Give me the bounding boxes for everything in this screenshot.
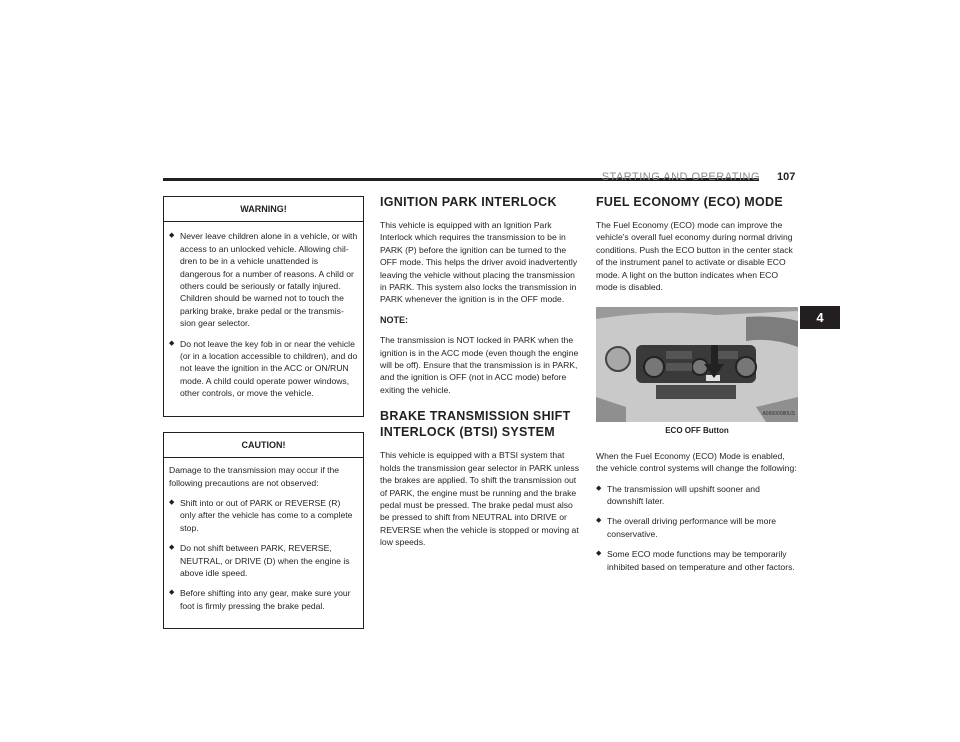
btsi-body: This vehicle is equipped with a BTSI system that holds the transmission gear selector in PARK unless the brakes are applied. To shift the transmission out of PARK, the engine must be running and the brake pedal must be pressed. The brake pedal must also be pressed to shift from NEUTRAL into DRIVE or REVERSE when the vehicle is stopped or moving at low speeds. (380, 450, 580, 548)
caution-bullet: ◆ Shift into or out of PARK or REVERSE (R) only after the vehicle has come to a complete stop. (169, 497, 358, 534)
eco-intro: When the Fuel Economy (ECO) Mode is enabled, the vehicle control systems will change the following: (596, 450, 797, 474)
eco-heading: FUEL ECONOMY (ECO) MODE (596, 195, 784, 209)
warning-title: WARNING! (164, 197, 363, 222)
btsi-heading: BRAKE TRANSMISSION SHIFT INTERLOCK (BTSI) SYSTEM (380, 409, 571, 440)
eco-body: The Fuel Economy (ECO) mode can improve the vehicle's overall fuel economy during normal driving conditions. Push the ECO button in the center stack of the instrument panel to activate or disable ECO mode. A light on the button indicates when ECO mode is disabled. (596, 220, 793, 293)
left-column (163, 196, 364, 644)
ignition-park-interlock-body: This vehicle is equipped with an Ignition Park Interlock which requires the transmission to be in PARK (P) before the ignition can be turned to the OFF mode. This helps the driver avoid inadvertently leaving the vehicle without placing the transmission in PARK. This system also locks the transmission in PARK whenever the ignition is in the OFF mode. (380, 220, 578, 305)
warning-bullet: ◆ Do not leave the key fob in or near the vehicle (or in a location accessible to children), and do not leave the ignition in the ACC or ON/RUN mode. A child could operate power windows, other controls, or move the vehicle. (169, 338, 358, 400)
callout-arrow (711, 345, 718, 365)
figure-caption: ECO OFF Button (665, 426, 729, 436)
eco-bullet: ◆ The transmission will upshift sooner and downshift later. (596, 483, 798, 508)
ignition-park-interlock-heading: IGNITION PARK INTERLOCK (380, 195, 557, 209)
figure-code: A06600080US (762, 411, 795, 418)
running-header-section: STARTING AND OPERATING (601, 171, 760, 183)
eco-bullet: ◆ The overall driving performance will be more conservative. (596, 515, 798, 540)
eco-bullet: ◆ Some ECO mode functions may be temporarily inhibited based on temperature and other factors. (596, 548, 798, 573)
right-column (596, 194, 798, 581)
caution-bullet: ◆ Before shifting into any gear, make sure your foot is firmly pressing the brake pedal. (169, 587, 358, 612)
caution-title: CAUTION! (164, 433, 363, 458)
callout-arrow-head (704, 364, 724, 378)
eco-off-button-figure (596, 307, 798, 422)
caution-bullet: ◆ Do not shift between PARK, REVERSE, NEUTRAL, or DRIVE (D) when the engine is above idle speed. (169, 542, 358, 579)
middle-column (380, 194, 580, 557)
page-number: 107 (777, 171, 796, 183)
warning-bullet: ◆ Never leave children alone in a vehicle, or with access to an unlocked vehicle. Allowing chil-dren to be in a vehicle unattended is dangerous for a number of reasons. A child or others could be seriously or fatally injured. Children should be warned not to touch the parking brake, brake pedal or the transmis-sion gear selector. (169, 230, 358, 329)
chapter-tab: 4 (800, 306, 840, 329)
caution-intro: Damage to the transmission may occur if the following precautions are not observed: (169, 465, 340, 488)
center-stack-illustration (596, 307, 798, 422)
note-label: NOTE: (380, 314, 408, 325)
warning-box (163, 196, 364, 417)
note-text: The transmission is NOT locked in PARK when the ignition is in the ACC mode (even though the engine will be off). Ensure that the transmission is in PARK, and the ignition is OFF (not in ACC mode) before exiting the vehicle. (380, 335, 579, 395)
caution-box (163, 432, 364, 629)
